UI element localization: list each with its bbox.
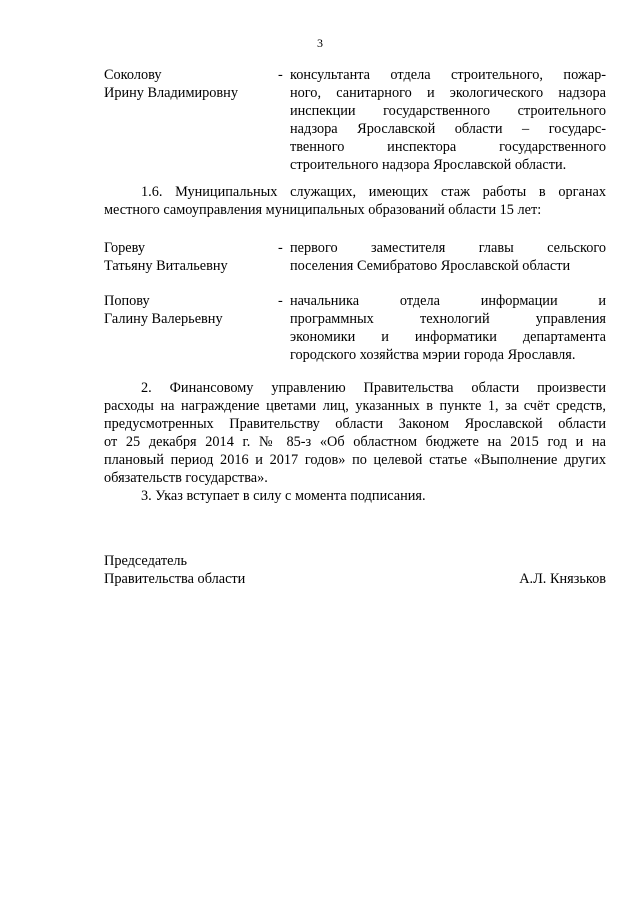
paragraph-line: от 25 декабря 2014 г. № 85-з «Об областном бюджете на 2015 год и на — [104, 434, 606, 450]
position-line: начальника отдела информации и — [290, 293, 606, 309]
award-entry-goreva — [104, 239, 606, 275]
page-number: 3 — [317, 36, 323, 50]
paragraph-line: плановый период 2016 и 2017 годов» по целевой статье «Выполнение других — [104, 452, 606, 468]
recipient-position — [290, 66, 606, 174]
recipient-given-names: Ирину Владимировну — [104, 85, 238, 101]
paragraph-line: 3. Указ вступает в силу с момента подписания. — [141, 488, 426, 504]
paragraph-line: 1.6. Муниципальных служащих, имеющих стаж работы в органах — [141, 184, 606, 200]
paragraph-item-3 — [104, 487, 606, 505]
paragraph-item-1-6 — [104, 183, 606, 219]
position-line: городского хозяйства мэрии города Ярославля. — [290, 347, 576, 363]
entry-dash: - — [278, 67, 283, 83]
position-line: консультанта отдела строительного, пожар- — [290, 67, 606, 83]
paragraph-line: местного самоуправления муниципальных образований области 15 лет: — [104, 202, 542, 218]
award-entry-sokolova — [104, 66, 606, 174]
position-line: инспекции государственного строительного — [290, 103, 606, 119]
recipient-position — [290, 239, 606, 275]
entry-dash: - — [278, 240, 283, 256]
recipient-name — [104, 239, 279, 275]
recipient-name — [104, 292, 279, 328]
position-line: твенного инспектора государственного — [290, 139, 606, 155]
position-line: экономики и информатики департамента — [290, 329, 606, 345]
recipient-given-names: Татьяну Витальевну — [104, 258, 228, 274]
signer-name: А.Л. Князьков — [519, 571, 606, 587]
paragraph-line: предусмотренных Правительству области Законом Ярославской области — [104, 416, 606, 432]
recipient-position — [290, 292, 606, 364]
recipient-surname: Попову — [104, 293, 150, 309]
position-line: программных технологий управления — [290, 311, 606, 327]
signer-title-line1: Председатель — [104, 553, 188, 569]
recipient-name — [104, 66, 279, 102]
paragraph-line: 2. Финансовому управлению Правительства области произвести — [141, 380, 606, 396]
position-line: строительного надзора Ярославской области. — [290, 157, 567, 173]
signature-block — [104, 552, 606, 588]
entry-dash: - — [278, 293, 283, 309]
paragraph-item-2 — [104, 379, 606, 487]
position-line: первого заместителя главы сельского — [290, 240, 606, 256]
recipient-surname: Гореву — [104, 240, 146, 256]
position-line: надзора Ярославской области – государс- — [290, 121, 606, 137]
position-line: поселения Семибратово Ярославской области — [290, 258, 571, 274]
recipient-given-names: Галину Валерьевну — [104, 311, 223, 327]
paragraph-line: расходы на награждение цветами лиц, указанных в пункте 1, за счёт средств, — [104, 398, 606, 414]
signer-title-line2: Правительства области — [104, 571, 246, 587]
paragraph-line: обязательств государства». — [104, 470, 268, 486]
recipient-surname: Соколову — [104, 67, 162, 83]
position-line: ного, санитарного и экологического надзора — [290, 85, 606, 101]
award-entry-popova — [104, 292, 606, 364]
